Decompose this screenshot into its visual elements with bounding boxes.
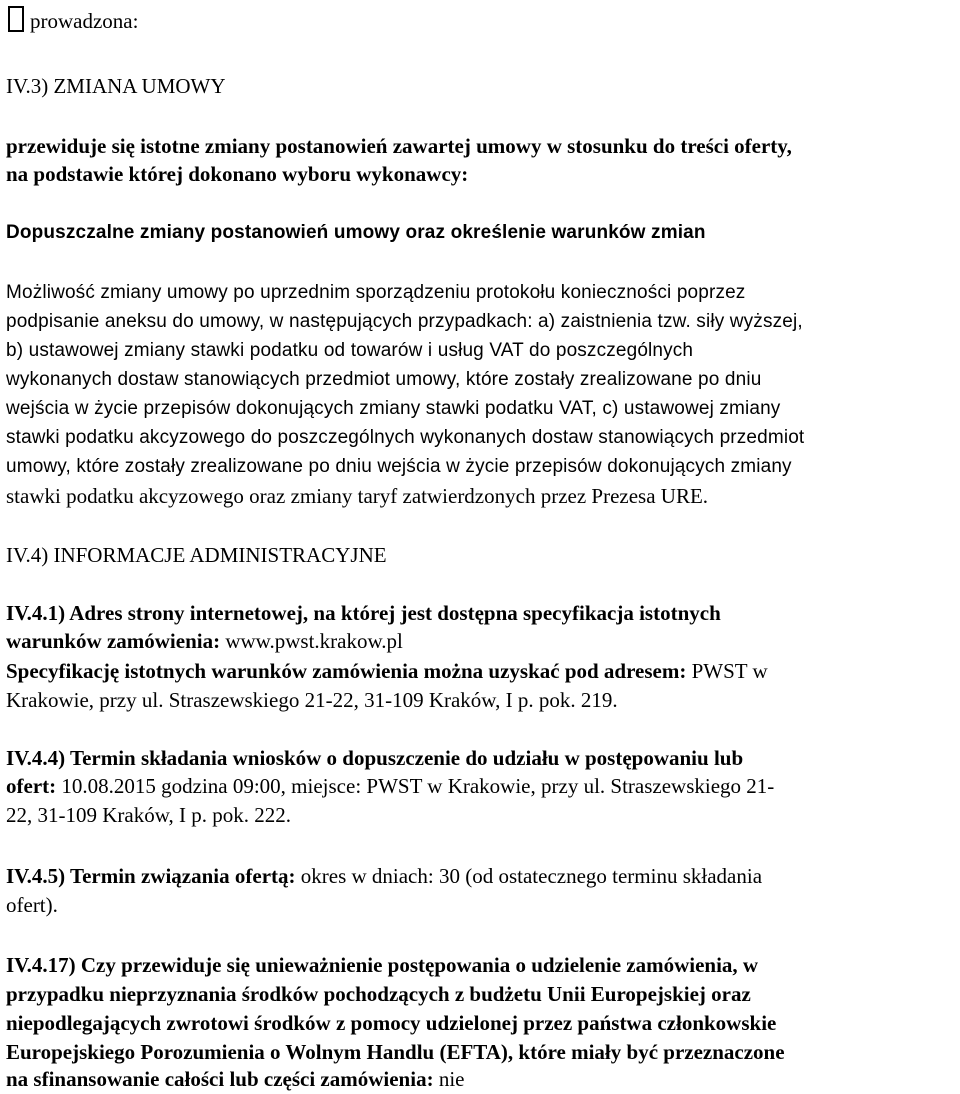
specification-line-1: [6, 658, 768, 684]
changes-paragraph-line: stawki podatku akcyzowego oraz zmiany taryf zatwierdzonych przez Prezesa URE.: [6, 484, 709, 508]
section-heading-iv4: IV.4) INFORMACJE ADMINISTRACYJNE: [6, 543, 387, 567]
changes-paragraph-line: wykonanych dostaw stanowiących przedmiot umowy, które zostały zrealizowane po dniu: [6, 369, 762, 390]
binding-period-value: okres w dniach: 30 (od ostatecznego terminu składania: [295, 864, 763, 888]
website-address-label: warunków zamówienia:: [6, 629, 221, 653]
submission-deadline-line-1: IV.4.4) Termin składania wniosków o dopuszczenie do udziału w postępowaniu lub: [6, 746, 744, 770]
change-question-line-2: na podstawie której dokonano wyboru wykonawcy:: [6, 162, 469, 186]
changes-paragraph-line: stawki podatku akcyzowego do poszczególnych wykonanych dostaw stanowiących przedmiot: [6, 427, 805, 448]
specification-address-part-2: Krakowie, przy ul. Straszewskiego 21-22, 31-109 Kraków, I p. pok. 219.: [6, 688, 618, 712]
changes-paragraph-line: Możliwość zmiany umowy po uprzednim sporządzeniu protokołu konieczności poprzez: [6, 282, 746, 303]
allowed-changes-heading: Dopuszczalne zmiany postanowień umowy oraz określenie warunków zmian: [6, 222, 706, 243]
changes-paragraph-line: podpisanie aneksu do umowy, w następujących przypadkach: a) zaistnienia tzw. siły wyższej,: [6, 311, 803, 332]
eu-funds-question-line: IV.4.17) Czy przewiduje się unieważnienie postępowania o udzielenie zamówienia, w: [6, 953, 759, 977]
submission-deadline-line-3: 22, 31-109 Kraków, I p. pok. 222.: [6, 803, 292, 827]
eu-funds-question-last-line: [6, 1066, 464, 1092]
change-question-line-1: przewiduje się istotne zmiany postanowień zawartej umowy w stosunku do treści oferty,: [6, 134, 792, 158]
submission-deadline-label: ofert:: [6, 774, 57, 798]
eu-funds-answer: nie: [433, 1067, 465, 1091]
changes-paragraph-line: wejścia w życie przepisów dokonujących zmiany stawki podatku VAT, c) ustawowej zmiany: [6, 398, 781, 419]
submission-deadline-line-2: [6, 773, 774, 799]
binding-period-line-1: [6, 863, 762, 889]
changes-paragraph-line: umowy, które zostały zrealizowane po dniu wejścia w życie przepisów dokonujących zmiany: [6, 456, 792, 477]
website-address-value[interactable]: www.pwst.krakow.pl: [220, 629, 403, 653]
eu-funds-question-line: przypadku nieprzyznania środków pochodzących z budżetu Unii Europejskiej oraz: [6, 982, 751, 1006]
submission-deadline-value: 10.08.2015 godzina 09:00, miejsce: PWST w Krakowie, przy ul. Straszewskiego 21-: [56, 774, 775, 798]
prowadzona-label: prowadzona:: [30, 9, 139, 33]
website-address-line-2: [6, 628, 403, 654]
binding-period-label: IV.4.5) Termin związania ofertą:: [6, 864, 296, 888]
specification-label: Specyfikację istotnych warunków zamówienia można uzyskać pod adresem:: [6, 659, 687, 683]
website-address-line-1: IV.4.1) Adres strony internetowej, na której jest dostępna specyfikacja istotnych: [6, 601, 721, 625]
eu-funds-question-label: na sfinansowanie całości lub części zamówienia:: [6, 1067, 434, 1091]
eu-funds-question-line: Europejskiego Porozumienia o Wolnym Handlu (EFTA), które miały być przeznaczone: [6, 1040, 785, 1064]
specification-address-part-1: PWST w: [686, 659, 768, 683]
section-heading-iv3: IV.3) ZMIANA UMOWY: [6, 74, 226, 98]
checkbox[interactable]: [8, 6, 24, 32]
changes-paragraph-line: b) ustawowej zmiany stawki podatku od towarów i usług VAT do poszczególnych: [6, 340, 694, 361]
binding-period-line-2: ofert).: [6, 893, 58, 917]
eu-funds-question-line: niepodlegających zwrotowi środków z pomocy udzielonej przez państwa członkowskie: [6, 1011, 777, 1035]
